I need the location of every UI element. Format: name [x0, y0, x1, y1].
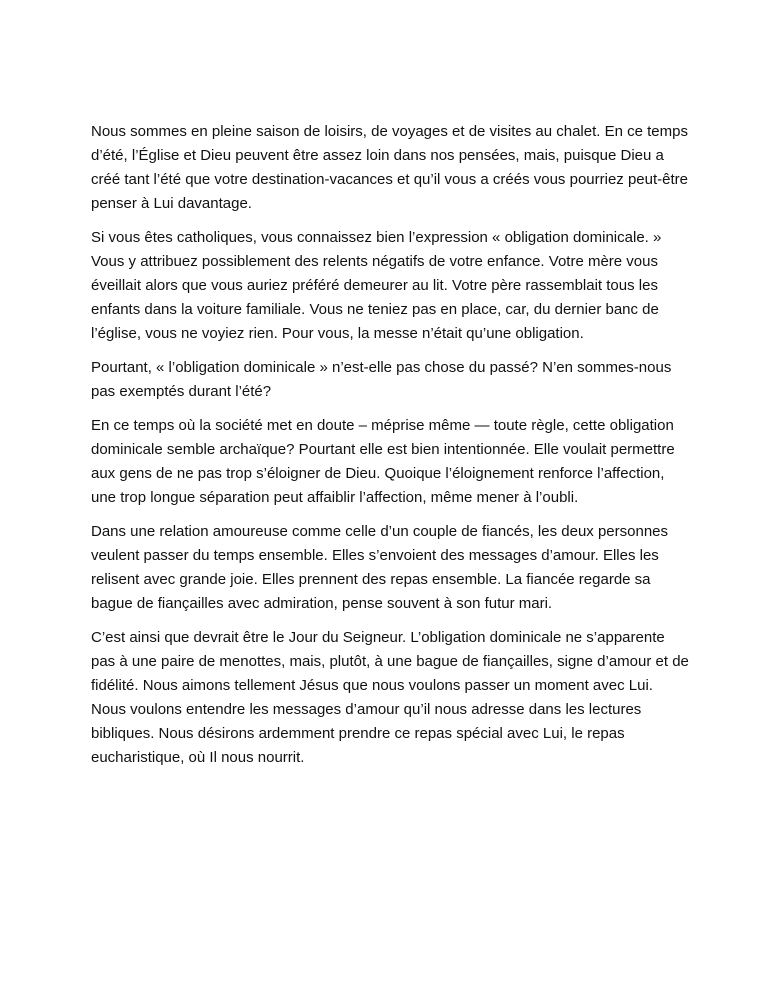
paragraph-2: Si vous êtes catholiques, vous connaissez bien l’expression « obligation dominicale. » Vous y attribuez possiblement des relents négatifs de votre enfance. Votre mère vous éveillait alors que vous auriez préféré demeurer au lit. Votre père rassemblait tous les enfants dans la voiture familiale. Vous ne teniez pas en place, car, du dernier banc de l’église, vous ne voyiez rien. Pour vous, la messe n’était qu’une obligation.	[91, 229, 662, 342]
paragraph-3: Pourtant, « l’obligation dominicale » n’est-elle pas chose du passé? N’en sommes-nous pas exemptés durant l’été?	[91, 359, 672, 400]
paragraph-4: En ce temps où la société met en doute – méprise même — toute règle, cette obligation dominicale semble archaïque? Pourtant elle est bien intentionnée. Elle voulait permettre aux gens de ne pas trop s’éloigner de Dieu. Quoique l’éloignement renforce l’affection, une trop longue séparation peut affaiblir l’affection, même mener à l’oubli.	[91, 417, 675, 506]
paragraph-1: Nous sommes en pleine saison de loisirs, de voyages et de visites au chalet. En ce temps d’été, l’Église et Dieu peuvent être assez loin dans nos pensées, mais, puisque Dieu a créé tant l’été que votre destination-vacances et qu’il vous a créés vous pourriez peut-être penser à Lui davantage.	[91, 123, 688, 212]
paragraph-6: C’est ainsi que devrait être le Jour du Seigneur. L’obligation dominicale ne s’apparente pas à une paire de menottes, mais, plutôt, à une bague de fiançailles, signe d’amour et de fidélité. Nous aimons tellement Jésus que nous voulons passer un moment avec Lui. Nous voulons entendre les messages d’amour qu’il nous adresse dans les lectures bibliques. Nous désirons ardemment prendre ce repas spécial avec Lui, le repas eucharistique, où Il nous nourrit.	[91, 629, 689, 766]
document-body	[91, 120, 691, 780]
paragraph-5: Dans une relation amoureuse comme celle d’un couple de fiancés, les deux personnes veulent passer du temps ensemble. Elles s’envoient des messages d’amour. Elles les relisent avec grande joie. Elles prennent des repas ensemble. La fiancée regarde sa bague de fiançailles avec admiration, pense souvent à son futur mari.	[91, 523, 669, 612]
